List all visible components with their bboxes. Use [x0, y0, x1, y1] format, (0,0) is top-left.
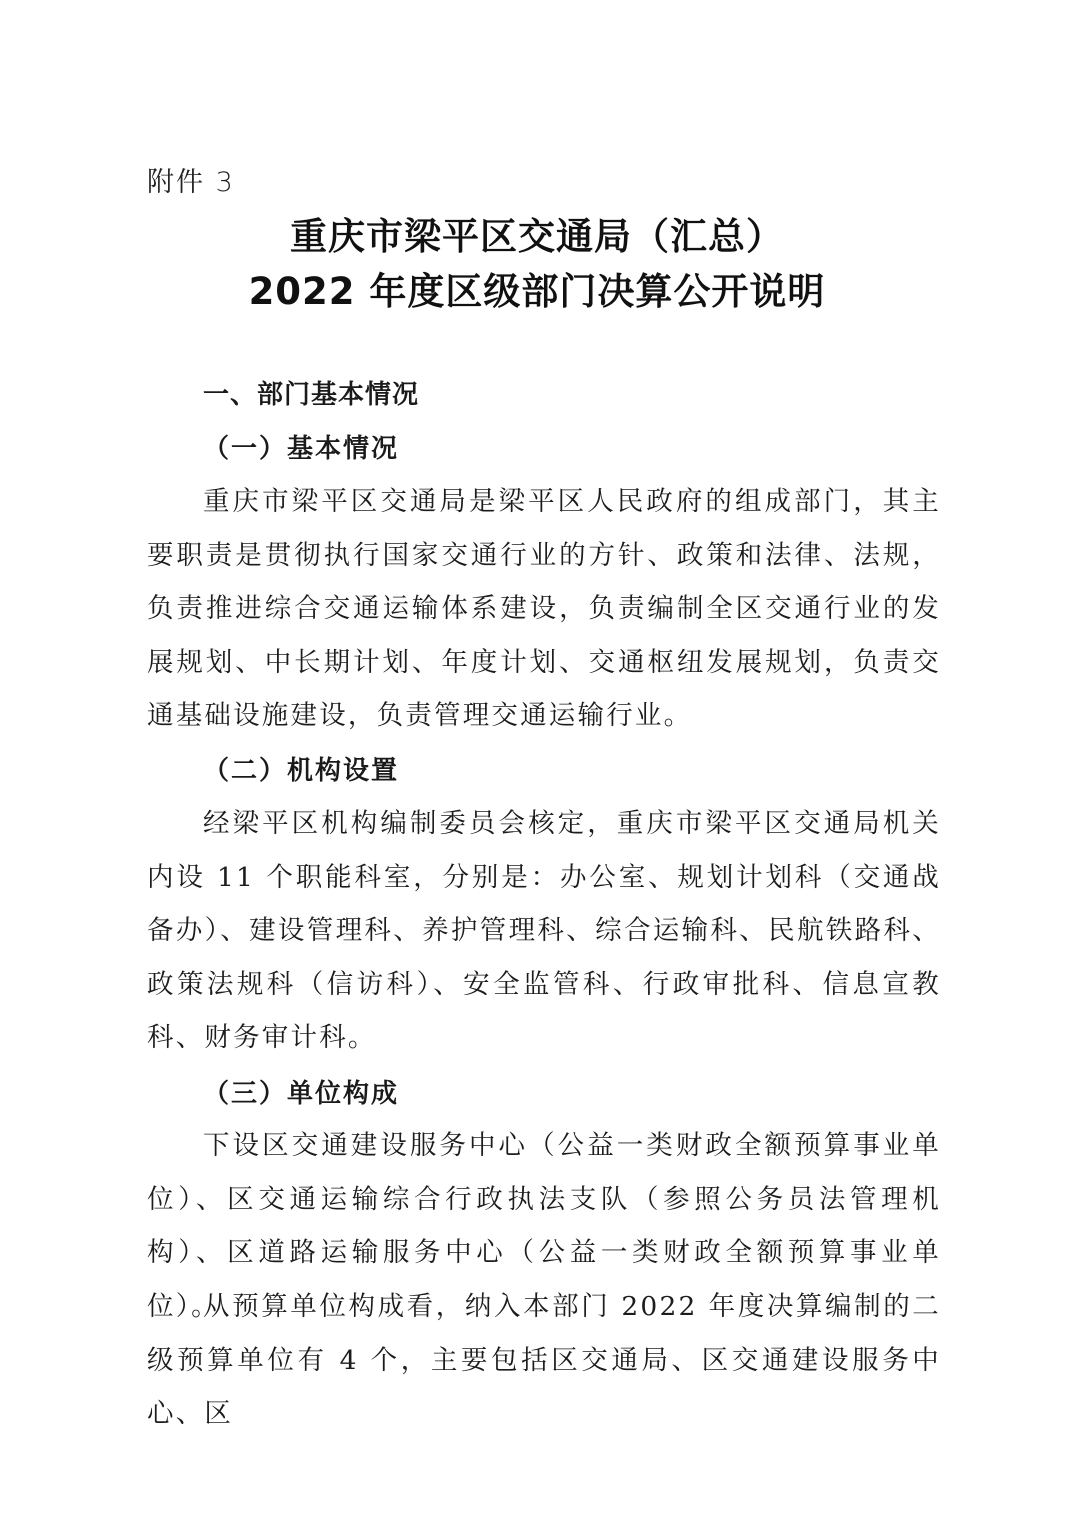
- paragraph-budget-units: 从预算单位构成看，纳入本部门 2022 年度决算编制的二级预算单位有 4 个，主要包括区交通局、区交通建设服务中心、区: [147, 1291, 941, 1429]
- subsection-heading-unit-composition: （三）单位构成: [203, 1079, 400, 1109]
- attachment-label: 附件 3: [147, 167, 235, 198]
- subsection-heading-organization: （二）机构设置: [203, 756, 400, 786]
- paragraph-organization: 经梁平区机构编制委员会核定，重庆市梁平区交通局机关内设 11 个职能科室，分别是：办公室、规划计划科（交通战备办）、建设管理科、养护管理科、综合运输科、民航铁路科、政策法规科（信访科）、安全监管科、行政审批科、信息宣教科、财务审计科。: [147, 808, 941, 1053]
- paragraph-unit-composition: 下设区交通建设服务中心（公益一类财政全额预算事业单位）、区交通运输综合行政执法支队（参照公务员法管理机构）、区道路运输服务中心（公益一类财政全额预算事业单位）。: [147, 1130, 941, 1322]
- paragraph-basic-situation: 重庆市梁平区交通局是梁平区人民政府的组成部门，其主要职责是贯彻执行国家交通行业的方针、政策和法律、法规，负责推进综合交通运输体系建设，负责编制全区交通行业的发展规划、中长期计划、年度计划、交通枢纽发展规划，负责交通基础设施建设，负责管理交通运输行业。: [147, 486, 941, 731]
- section-heading-basic-info: 一、部门基本情况: [203, 380, 420, 410]
- document-title-line-2: 2022 年度区级部门决算公开说明: [248, 270, 826, 313]
- subsection-heading-basic-situation: （一）基本情况: [203, 434, 400, 464]
- document-title-line-1: 重庆市梁平区交通局（汇总）: [290, 215, 784, 258]
